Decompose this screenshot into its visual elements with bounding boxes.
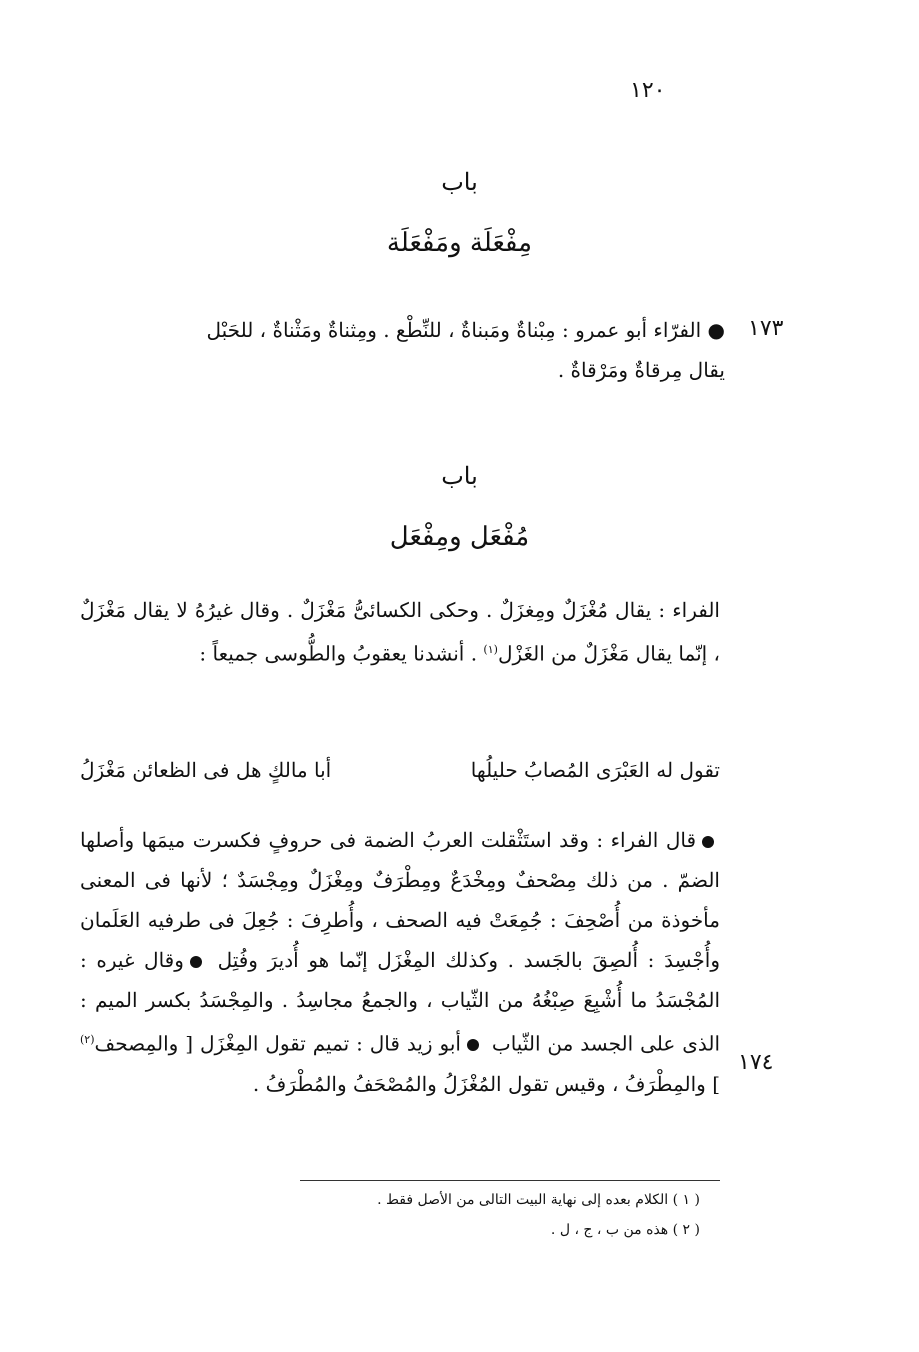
section2-paragraph (80, 590, 720, 674)
verse-hemistich-right: تقول له العَبْرَى المُصابُ حليلُها (470, 758, 720, 782)
section2-label: باب (441, 462, 478, 490)
bullet-icon (702, 836, 714, 848)
footnote-ref-2: (٢) (80, 1033, 95, 1046)
section2-paragraph-end: . أنشدنا يعقوبُ والطُّوسى جميعاً : (199, 641, 484, 666)
verse (80, 758, 720, 782)
bullet-icon (467, 1039, 479, 1051)
section1-title: مِفْعَلَة ومَفْعَلَة (386, 228, 533, 258)
para2-part-d: ] والمِطْرَفُ ، وقيس تقول المُغْزَلُ والمُصْحَفُ والمُطْرَفُ . (252, 1071, 720, 1096)
footnote-2: ( ٢ ) هذه من ب ، ج ، ل . (550, 1222, 700, 1238)
footnote-1: ( ١ ) الكلام بعده إلى نهاية البيت التالى من الأصل فقط . (377, 1192, 700, 1208)
entry-number-173: ١٧٣ (748, 316, 784, 341)
para2-part-c: أبو زيد قال : تميم تقول المِغْزَل [ والمِصحف (94, 1031, 461, 1056)
verse-hemistich-left: أبا مالكٍ هل فى الظعائن مَغْزَلُ (80, 758, 332, 782)
section2-discussion (80, 820, 720, 1104)
section1-line-1: ● الفرّاء أبو عمرو : مِبْناةٌ ومَبناةٌ ، للنِّطْع . ومِثناةٌ ومَثْناةٌ ، للحَبْل (206, 318, 725, 342)
section2-title: مُفْعَل ومِفْعَل (389, 522, 530, 552)
footnote-divider (300, 1180, 720, 1181)
entry-number-174: ١٧٤ (738, 1050, 774, 1075)
page-number: ١٢٠ (630, 78, 666, 103)
para2-part-b: وقال غيره : المُجْسَدُ ما أُشْبِعَ صِبْغُهُ من الثّياب ، والجمعُ مجاسِدُ . والمِجْسَدُ بكسر الميم : الذى على الجسد من الثّياب (80, 948, 721, 1056)
section2-paragraph-text: الفراء : يقال مُغْزَلٌ ومِغزَلٌ . وحكى الكسائىُّ مَغْزَلٌ . وقال غيرُهُ لا يقال مَغْزَلٌ ، إنّما يقال مَغْزَلٌ من الغَزْل (80, 598, 720, 666)
para2-part-a: قال الفراء : وقد استَثْقلت العربُ الضمة فى حروفٍ فكسرت ميمَها وأصلها الضمّ . من ذلك مِصْحفٌ ومِخْدَعٌ ومِطْرَفٌ ومِغْزَلٌ ومِجْسَدٌ ؛ لأنها فى المعنى مأخوذة من أُصْحِفَ : جُمِعَتْ فيه الصحف ، وأُطرِفَ : جُعِلَ فى طرفيه العَلَمان وأُجْسِدَ : أُلصِقَ بالجَسد . وكذلك المِغْزَل إنّما هو أُديرَ وفُتِل (80, 828, 720, 972)
section1-line-2: يقال مِرقاةٌ ومَرْقاةٌ . (557, 358, 725, 382)
bullet-icon (190, 956, 202, 968)
footnote-ref-1: (١) (483, 643, 498, 656)
section1-text (80, 310, 725, 390)
section1-label: باب (441, 168, 478, 196)
